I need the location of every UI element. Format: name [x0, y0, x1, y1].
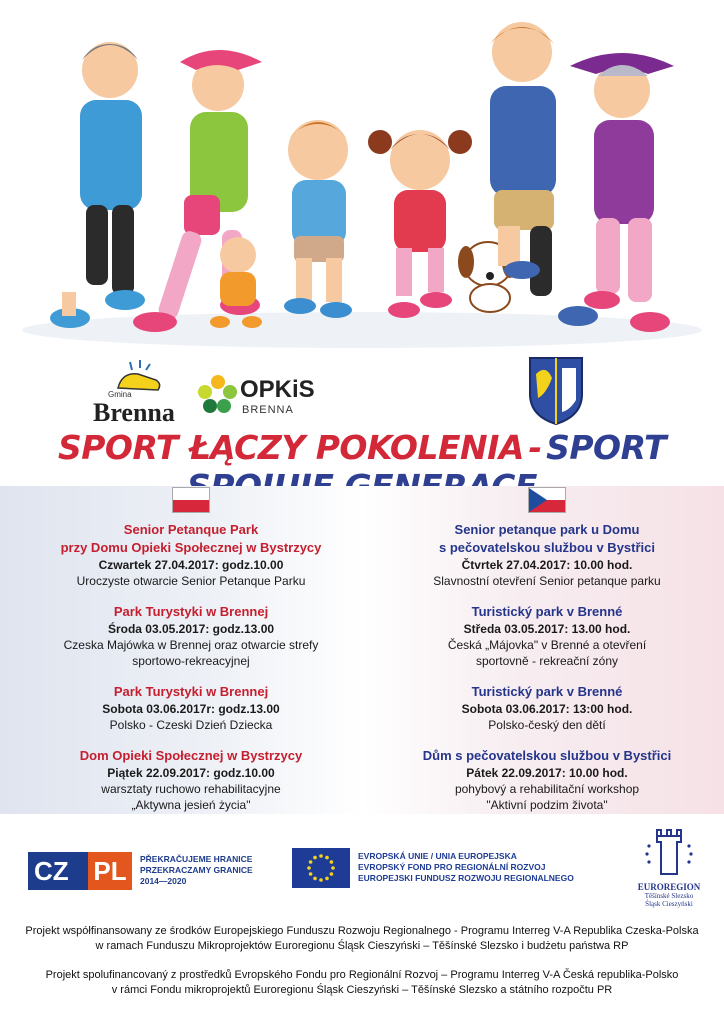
funders-logos [0, 820, 724, 920]
event-description: warsztaty ruchowo rehabilitacyjne [101, 782, 281, 796]
eu-fund-text [358, 851, 598, 884]
czpl-line1: PŘEKRAČUJEME HRANICE [140, 854, 253, 864]
event-item [16, 683, 366, 733]
event-title-line2: przy Domu Opieki Społecznej w Bystrzycy [60, 540, 322, 555]
footer-pl-line2: w ramach Funduszu Mikroprojektów Euroregionu Śląsk Cieszyński – Těšínské Slezsko i budżetu państwa RP [95, 940, 629, 952]
event-title: Turistický park v Brenné [471, 604, 623, 619]
event-date: Středa 03.05.2017: 13.00 hod. [463, 622, 631, 636]
event-item [372, 683, 722, 733]
euroregion-sub2: Śląsk Cieszyński [645, 900, 693, 908]
events-column-cz [372, 486, 722, 827]
event-date: Piątek 22.09.2017: godz.10.00 [107, 766, 275, 780]
euroregion-logo [636, 826, 702, 920]
event-item [16, 603, 366, 669]
event-description-line2: sportovně - rekreační zóny [475, 654, 619, 668]
event-description: Czeska Majówka w Brennej oraz otwarcie strefy [63, 638, 319, 652]
czpl-logo-cz: CZ [34, 856, 69, 886]
coat-of-arms-icon [526, 354, 586, 426]
opkis-logo-name: OPKiS [240, 376, 315, 403]
event-item [372, 747, 722, 813]
czpl-line3: 2014—2020 [140, 876, 187, 886]
czpl-line2: PRZEKRACZAMY GRANICE [140, 865, 253, 875]
footer-notes [0, 924, 724, 1012]
events-section [0, 486, 724, 814]
event-title: Park Turystyki w Brennej [113, 604, 269, 619]
headline [0, 428, 724, 488]
event-description-line2: sportowo-rekreacyjnej [132, 654, 250, 668]
event-date: Pátek 22.09.2017: 10.00 hod. [466, 766, 628, 780]
footer-cz-line2: v rámci Fondu mikroprojektů Euroregionu Śląsk Cieszyński – Těšínské Slezsko a státního rozpočtu PR [111, 984, 613, 996]
brenna-logo-name: Brenna [93, 398, 175, 427]
event-title: Turistický park v Brenné [471, 684, 623, 699]
grandpa-figure [50, 42, 145, 328]
logo-row [0, 352, 724, 427]
footer-cz [0, 968, 724, 998]
event-title: Dom Opieki Społecznej w Bystrzycy [79, 748, 303, 763]
event-date: Sobota 03.06.2017: 13:00 hod. [461, 702, 633, 716]
grandma-figure [570, 53, 674, 332]
event-description: Polsko - Czeski Dzień Dziecka [109, 718, 273, 732]
events-column-pl [16, 486, 366, 827]
czpl-logo-text [140, 854, 310, 887]
opkis-logo-sub: BRENNA [242, 404, 294, 416]
event-description-line2: „Aktywna jesień życia" [131, 798, 251, 812]
event-title-line2: s pečovatelskou službou v Bystřici [438, 540, 656, 555]
event-title: Senior petanque park u Domu [454, 522, 640, 537]
event-item [16, 521, 366, 589]
event-description: Polsko-český den dětí [488, 718, 606, 732]
footer-pl [0, 924, 724, 954]
gmina-brenna-logo [88, 358, 188, 427]
eu-line2: EVROPSKÝ FOND PRO REGIONÁLNÍ ROZVOJ [358, 862, 546, 872]
event-description: Česká „Májovka" v Brenné a otevření [447, 638, 647, 652]
hero-illustration [0, 0, 724, 350]
event-date: Čtvrtek 27.04.2017: 10.00 hod. [461, 558, 633, 572]
event-title: Senior Petanque Park [123, 522, 259, 537]
event-description: pohybový a rehabilitační workshop [454, 782, 640, 796]
euroregion-tower-icon [641, 828, 697, 880]
event-date: Środa 03.05.2017: godz.13.00 [107, 622, 275, 636]
event-description: Uroczyste otwarcie Senior Petanque Parku [76, 574, 306, 588]
czpl-logo-pl: PL [88, 852, 132, 890]
event-item [372, 521, 722, 589]
event-date: Sobota 03.06.2017r: godz.13.00 [102, 702, 280, 716]
event-item [16, 747, 366, 813]
event-description: Slavnostní otevření Senior petanque parku [433, 574, 661, 588]
opkis-logo [196, 364, 326, 420]
eu-flag-icon [292, 848, 350, 888]
euroregion-sub1: Těšínské Slezsko [644, 892, 694, 900]
opkis-flower-icon [196, 372, 240, 416]
boy-figure [284, 120, 352, 318]
eu-line1: EVROPSKÁ UNIE / UNIA EUROPEJSKA [358, 851, 517, 861]
eu-line3: EUROPEJSKI FUNDUSZ ROZWOJU REGIONALNEGO [358, 873, 574, 883]
event-title: Dům s pečovatelskou službou v Bystřici [422, 748, 672, 763]
footer-cz-line1: Projekt spolufinancovaný z prostředků Evropského Fondu pro Regionální Rozvoj – Programu Interreg V-A Česká republika-Polsko [45, 969, 679, 981]
headline-cz: SPORT [546, 428, 667, 467]
event-title: Park Turystyki w Brennej [113, 684, 269, 699]
event-item [372, 603, 722, 669]
euroregion-name: EUROREGION [637, 882, 701, 892]
czech-flag-icon [528, 487, 566, 513]
girl-figure [368, 130, 472, 318]
event-date: Czwartek 27.04.2017: godz.10.00 [98, 558, 284, 572]
poland-flag-icon [172, 487, 210, 513]
footer-pl-line1: Projekt współfinansowany ze środków Europejskiego Funduszu Rozwoju Regionalnego - Programu Interreg V-A Republika Czeska-Polska [25, 925, 699, 937]
brenna-logo-small: Gmina [108, 390, 132, 399]
headline-pl: SPORT ŁĄCZY POKOLENIA [57, 428, 524, 467]
family-running-illustration [0, 0, 724, 350]
event-description-line2: "Aktivní podzim života" [486, 798, 608, 812]
headline-dash: - [528, 428, 542, 467]
